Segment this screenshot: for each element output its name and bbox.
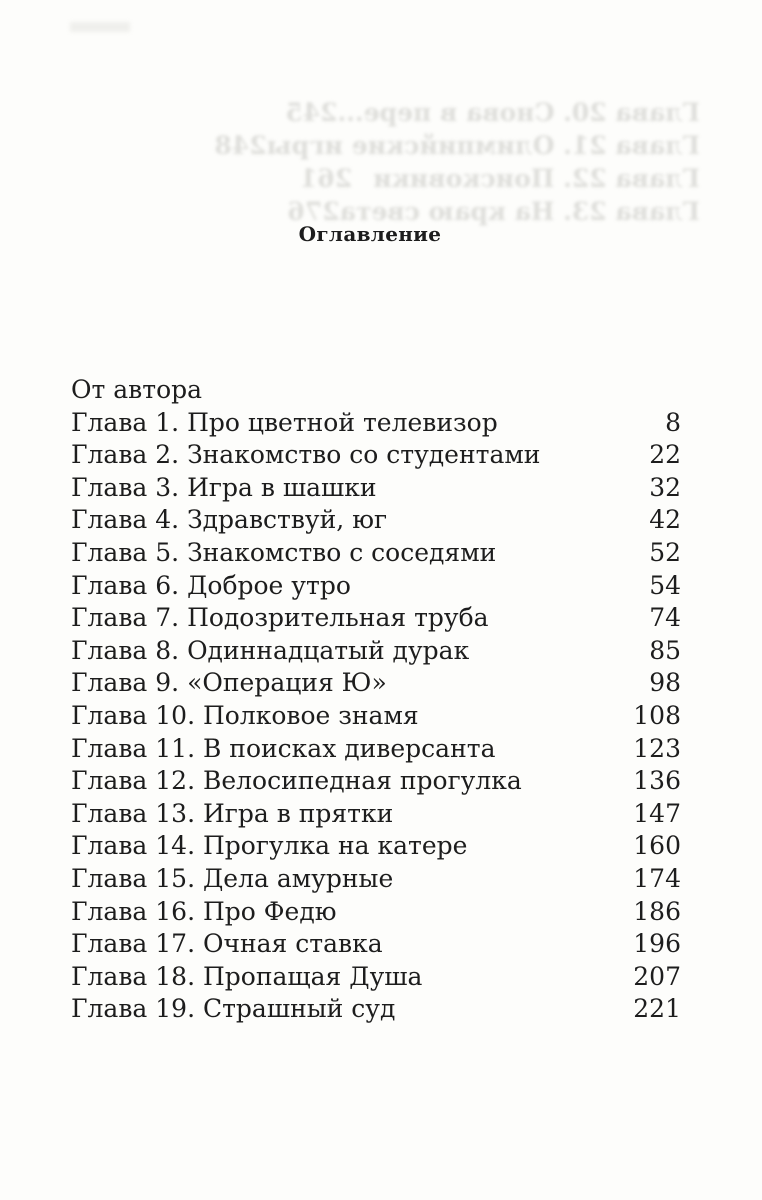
bleed-title: Глава 20. Снова в пере...: [337, 98, 700, 127]
bleed-row: [214, 129, 700, 162]
toc-entry-title: Глава 17. Очная ставка: [71, 929, 383, 959]
bleed-row: [300, 162, 700, 195]
toc-entry-title: Глава 15. Дела амурные: [71, 863, 394, 893]
toc-entry-page: 52: [649, 537, 681, 567]
toc-entry-page: 22: [649, 440, 681, 470]
toc-entry-page: 32: [649, 472, 681, 502]
toc-entry-title: Глава 11. В поисках диверсанта: [71, 733, 496, 763]
toc-entry: [71, 928, 681, 961]
toc-entry-title: Глава 6. Доброе утро: [71, 570, 351, 600]
toc-entry: [71, 765, 681, 798]
toc-entry-title: Глава 2. Знакомство со студентами: [71, 440, 541, 470]
toc-entry: [71, 472, 681, 505]
toc-entry-page: 221: [633, 994, 681, 1024]
toc-entry-title: Глава 7. Подозрительная труба: [71, 603, 489, 633]
toc-entry: [71, 439, 681, 472]
bleed-page: 276: [287, 197, 340, 226]
toc-entry: [71, 961, 681, 994]
toc-entry: [71, 374, 681, 407]
bleed-page: 248: [214, 131, 267, 160]
bleed-title: Глава 22. Поисковики: [373, 164, 700, 193]
toc-entry-title: Глава 18. Пропащая Душа: [71, 961, 423, 991]
toc-entry-page: 147: [633, 798, 681, 828]
toc-entry-page: 42: [649, 505, 681, 535]
toc-entry: [71, 635, 681, 668]
toc-entry-page: 186: [633, 896, 681, 926]
toc-entry-title: Глава 16. Про Федю: [71, 896, 337, 926]
table-of-contents: [71, 374, 681, 1026]
toc-entry-page: 207: [633, 961, 681, 991]
toc-entry: [71, 830, 681, 863]
toc-entry-title: Глава 14. Прогулка на катере: [71, 831, 468, 861]
toc-entry: [71, 863, 681, 896]
toc-entry: [71, 504, 681, 537]
toc-entry-page: 74: [649, 603, 681, 633]
bleed-page: 245: [285, 98, 338, 127]
toc-entry: [71, 537, 681, 570]
toc-entry-title: Глава 3. Игра в шашки: [71, 472, 377, 502]
toc-entry-title: Глава 9. «Операция Ю»: [71, 668, 387, 698]
toc-entry-title: Глава 1. Про цветной телевизор: [71, 407, 498, 437]
toc-entry: [71, 896, 681, 929]
toc-entry: [71, 700, 681, 733]
toc-entry-page: 196: [633, 929, 681, 959]
toc-entry: [71, 602, 681, 635]
toc-entry-title: Глава 4. Здравствуй, юг: [71, 505, 388, 535]
bleed-title: Глава 23. На краю света: [339, 197, 700, 226]
bleed-through-text: [214, 96, 700, 228]
toc-entry-page: 174: [633, 863, 681, 893]
toc-entry-page: 136: [633, 766, 681, 796]
toc-entry-title: Глава 19. Страшный суд: [71, 994, 396, 1024]
page-title: Оглавление: [298, 222, 442, 246]
bleed-page: 261: [300, 164, 353, 193]
bleed-through-mark: [70, 22, 130, 32]
bleed-row: [285, 96, 700, 129]
toc-entry-title: Глава 12. Велосипедная прогулка: [71, 766, 522, 796]
toc-entry-page: 123: [633, 733, 681, 763]
toc-entry-page: 98: [649, 668, 681, 698]
toc-entry: [71, 570, 681, 603]
toc-entry: [71, 798, 681, 831]
toc-entry-page: 108: [633, 700, 681, 730]
toc-entry-page: 8: [665, 407, 681, 437]
toc-entry-title: Глава 13. Игра в прятки: [71, 798, 394, 828]
toc-entry: [71, 733, 681, 766]
toc-entry-page: 54: [649, 570, 681, 600]
toc-entry: [71, 667, 681, 700]
toc-entry: [71, 993, 681, 1026]
bleed-title: Глава 21. Олимпийские игры: [266, 131, 700, 160]
toc-entry-title: Глава 5. Знакомство с соседями: [71, 537, 497, 567]
toc-entry-title: Глава 10. Полковое знамя: [71, 700, 419, 730]
toc-entry: [71, 407, 681, 440]
toc-entry-page: 160: [633, 831, 681, 861]
toc-entry-title: Глава 8. Одиннадцатый дурак: [71, 635, 470, 665]
toc-entry-title: От автора: [71, 375, 203, 404]
toc-entry-page: 85: [649, 635, 681, 665]
